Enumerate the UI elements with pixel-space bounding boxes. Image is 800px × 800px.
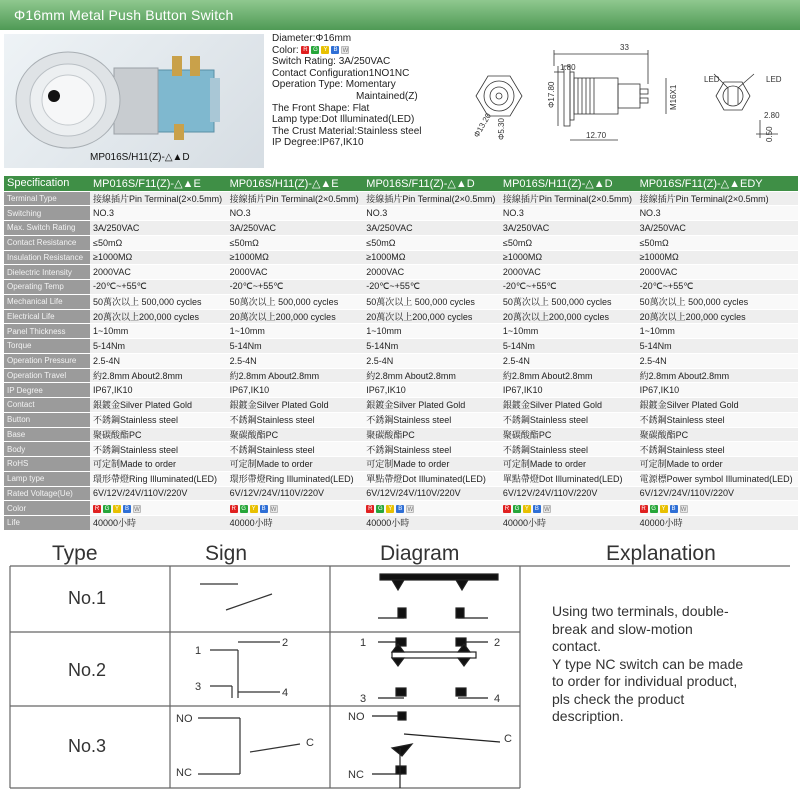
push-button-image [4,34,264,168]
spec-cell: 可定制Made to order [90,457,227,472]
color-chip: G [104,505,110,512]
spec-cell: ≤50mΩ [363,235,500,250]
spec-cell: 約2.8mm About2.8mm [363,368,500,383]
spec-row [4,353,798,368]
spec-row-label: IP Degree [4,383,90,398]
spec-cell: 5-14Nm [90,339,227,354]
spec-cell: 可定制Made to order [637,457,798,472]
color-chip: B [671,505,676,512]
spec-row [4,457,798,472]
spec-cell: 3A/250VAC [637,221,798,236]
spec-row [4,368,798,383]
color-chip: G [651,505,656,512]
color-chip: G [377,505,383,512]
spec-cell: 40000小時 [90,516,227,531]
dim-flange: 1.80 [560,63,576,72]
spec-row-label: RoHS [4,457,90,472]
spec-cell: 約2.8mm About2.8mm [500,368,637,383]
spec-cell: 1~10mm [227,324,364,339]
color-chip: Y [524,505,529,512]
page-title: Φ16mm Metal Push Button Switch [0,0,800,30]
color-chip: Y [251,505,256,512]
spec-color [272,45,422,57]
led-label-2: LED [766,75,782,84]
spec-cell: 單點帶燈Dot Illuminated(LED) [500,471,637,486]
explanation-line: to order for individual product, [552,673,738,689]
spec-cell: 2000VAC [363,265,500,280]
spec-row [4,280,798,295]
spec-row [4,412,798,427]
spec-cell: NO.3 [500,206,637,221]
spec-table [4,176,798,531]
spec-row [4,427,798,442]
spec-cell: 3A/250VAC [90,221,227,236]
spec-cell: 接線插片Pin Terminal(2×0.5mm) [90,191,227,206]
spec-op-type-2: Maintained(Z) [356,90,418,102]
diagram-no: NO [348,711,365,723]
color-chip: B [398,505,403,512]
spec-cell: 銀鍍金Silver Plated Gold [363,398,500,413]
spec-row-label: Operating Temp [4,280,90,295]
diagram-c: C [504,733,512,745]
type-no1: No.1 [68,588,107,608]
spec-cell: 聚碳酸酯PC [637,427,798,442]
spec-cell: 6V/12V/24V/110V/220V [90,486,227,501]
spec-cell: 5-14Nm [363,339,500,354]
color-chip: Y [323,46,328,53]
sign-terminal-4: 4 [282,687,289,699]
spec-row [4,339,798,354]
spec-row-label: Panel Thickness [4,324,90,339]
spec-cell: 40000小時 [500,516,637,531]
spec-row [4,516,798,531]
spec-row [4,383,798,398]
spec-column-header: MP016S/F11(Z)-△▲E [90,176,227,191]
spec-header-label: Specification [4,176,90,191]
explanation-line: Y type NC switch can be made [552,655,744,672]
spec-cell: ≥1000MΩ [363,250,500,265]
color-chip: B [124,505,129,512]
spec-lamp: Lamp type:Dot Illuminated(LED) [272,114,415,126]
spec-column-header: MP016S/H11(Z)-△▲E [227,176,364,191]
model-label: MP016S/H11(Z)-△▲D [90,152,190,163]
spec-cell: 2000VAC [227,265,364,280]
spec-cell: 可定制Made to order [227,457,364,472]
spec-cell: 2.5-4N [90,353,227,368]
spec-cell: 50萬次以上 500,000 cycles [500,294,637,309]
spec-row [4,191,798,206]
spec-cell: 6V/12V/24V/110V/220V [637,486,798,501]
spec-row-label: Max. Switch Rating [4,221,90,236]
dim-length: 33 [620,43,629,52]
spec-cell: 環形帶燈Ring Illuminated(LED) [90,471,227,486]
spec-cell: -20℃~+55℃ [90,280,227,295]
color-chip: W [270,506,277,513]
dim-terminal-pitch: 2.80 [764,111,780,120]
sign-nc: NC [176,767,192,779]
color-chip: W [544,506,550,513]
sign-no: NO [176,713,193,725]
spec-cell: IP67,IK10 [363,383,500,398]
spec-row [4,398,798,413]
spec-cell: 2000VAC [637,265,798,280]
spec-cell: 50萬次以上 500,000 cycles [363,294,500,309]
spec-cell: 3A/250VAC [500,221,637,236]
spec-cell: 1~10mm [363,324,500,339]
spec-cell: 6V/12V/24V/110V/220V [227,486,364,501]
spec-row-label: Dielectric Intensity [4,265,90,280]
spec-cell: 可定制Made to order [363,457,500,472]
spec-cell: 40000小時 [363,516,500,531]
spec-cell: ≤50mΩ [90,235,227,250]
spec-cell: 1~10mm [90,324,227,339]
spec-cell: 接線插片Pin Terminal(2×0.5mm) [500,191,637,206]
spec-cell: IP67,IK10 [500,383,637,398]
spec-cell: ≥1000MΩ [227,250,364,265]
spec-row-label: Operation Travel [4,368,90,383]
spec-row [4,442,798,457]
spec-cell: 不銹鋼Stainless steel [363,442,500,457]
spec-cell: NO.3 [637,206,798,221]
spec-row [4,235,798,250]
spec-cell: 40000小時 [227,516,364,531]
spec-cell: 2.5-4N [227,353,364,368]
spec-cell: 約2.8mm About2.8mm [227,368,364,383]
spec-row [4,265,798,280]
spec-table-header [4,176,798,191]
explanation-text [552,603,792,726]
spec-cell: 接線插片Pin Terminal(2×0.5mm) [637,191,798,206]
spec-cell: 約2.8mm About2.8mm [90,368,227,383]
dim-dia-13: Φ13.20 [471,111,493,139]
dim-thread: M16X1 [669,84,678,110]
spec-cell: 聚碳酸酯PC [363,427,500,442]
diagram-nc: NC [348,769,364,781]
spec-row-label: Base [4,427,90,442]
spec-cell: 聚碳酸酯PC [227,427,364,442]
spec-cell: 5-14Nm [500,339,637,354]
explanation-line: pls check the product [552,690,685,707]
color-chip: B [534,505,539,512]
spec-cell: 6V/12V/24V/110V/220V [500,486,637,501]
spec-front: The Front Shape: Flat [272,102,370,114]
spec-cell: IP67,IK10 [90,383,227,398]
spec-row-label: Operation Pressure [4,353,90,368]
color-chip: R [504,505,510,512]
spec-cell: 不銹鋼Stainless steel [363,412,500,427]
spec-cell: 聚碳酸酯PC [90,427,227,442]
spec-cell: 20萬次以上200,000 cycles [500,309,637,324]
spec-cell: 20萬次以上200,000 cycles [637,309,798,324]
spec-cell: -20℃~+55℃ [637,280,798,295]
spec-row-label: Electrical Life [4,309,90,324]
spec-cell: 1~10mm [637,324,798,339]
spec-cell: 不銹鋼Stainless steel [500,412,637,427]
color-chip: G [514,505,520,512]
spec-cell: 2.5-4N [637,353,798,368]
spec-color-cell [637,501,798,516]
spec-cell: 不銹鋼Stainless steel [90,442,227,457]
spec-cell: 約2.8mm About2.8mm [637,368,798,383]
spec-cell: 50萬次以上 500,000 cycles [227,294,364,309]
spec-cell: ≥1000MΩ [90,250,227,265]
color-chip: B [261,505,266,512]
spec-cell: 20萬次以上200,000 cycles [227,309,364,324]
spec-cell: 不銹鋼Stainless steel [637,412,798,427]
color-chip: G [313,46,318,53]
spec-color-cell [227,501,364,516]
spec-cell: ≤50mΩ [637,235,798,250]
spec-row [4,250,798,265]
spec-ip: IP Degree:IP67,IK10 [272,137,364,149]
spec-row [4,501,798,516]
color-chip: W [342,47,349,54]
spec-row-label: Rated Voltage(Ue) [4,486,90,501]
spec-op-type: Operation Type: Momentary [272,79,396,91]
product-photo [4,34,264,168]
spec-cell: 聚碳酸酯PC [500,427,637,442]
spec-row [4,471,798,486]
spec-row-label: Life [4,516,90,531]
color-chip: R [368,505,373,512]
spec-row-label: Torque [4,339,90,354]
spec-summary [272,33,422,149]
spec-cell: -20℃~+55℃ [227,280,364,295]
spec-cell: 銀鍍金Silver Plated Gold [637,398,798,413]
spec-cell: 20萬次以上200,000 cycles [90,309,227,324]
spec-row [4,324,798,339]
diagram-terminal-4: 4 [494,693,501,705]
color-chip: R [303,46,308,53]
type-no2: No.2 [68,660,107,680]
spec-cell: 2000VAC [500,265,637,280]
spec-column-header: MP016S/F11(Z)-△▲EDY [637,176,798,191]
spec-rating: Switch Rating: 3A/250VAC [272,56,391,68]
header-diagram: Diagram [380,542,460,565]
spec-row [4,206,798,221]
spec-cell: 5-14Nm [637,339,798,354]
explanation-line: description. [552,708,624,724]
led-label-1: LED [704,75,720,84]
spec-cell: 2.5-4N [500,353,637,368]
spec-color-cell [90,501,227,516]
header-explanation: Explanation [606,542,716,565]
spec-table-body [4,191,798,530]
spec-cell: 2.5-4N [363,353,500,368]
dim-dia-17: Φ17.80 [547,81,556,108]
spec-cell: 環形帶燈Ring Illuminated(LED) [227,471,364,486]
spec-cell: 接線插片Pin Terminal(2×0.5mm) [363,191,500,206]
dim-body: 12.70 [586,131,607,140]
color-chip: B [333,46,338,53]
spec-cell: 20萬次以上200,000 cycles [363,309,500,324]
spec-cell: IP67,IK10 [637,383,798,398]
spec-cell: 不銹鋼Stainless steel [500,442,637,457]
color-chip: R [641,505,646,512]
spec-crust: The Crust Material:Stainless steel [272,125,422,137]
spec-row [4,486,798,501]
technical-drawing [462,34,798,170]
spec-row-label: Color [4,501,90,516]
color-chip: Y [661,505,666,512]
color-chip: R [231,505,236,512]
explanation-line: contact. [552,638,602,654]
dim-terminal-thick: 0.50 [765,126,774,142]
color-chip: W [134,506,140,513]
color-chip: W [680,506,687,513]
color-chip-group [301,45,351,56]
spec-cell: 50萬次以上 500,000 cycles [637,294,798,309]
color-chip: R [94,505,100,512]
color-chip: Y [114,505,119,512]
spec-cell: 3A/250VAC [363,221,500,236]
spec-cell: 不銹鋼Stainless steel [227,412,364,427]
spec-color-cell [500,501,637,516]
spec-cell: 不銹鋼Stainless steel [90,412,227,427]
spec-cell: -20℃~+55℃ [363,280,500,295]
spec-cell: 5-14Nm [227,339,364,354]
diagram-terminal-1: 1 [360,637,367,649]
spec-cell: 電源標Power symbol Illuminated(LED) [637,471,798,486]
spec-row-label: Mechanical Life [4,294,90,309]
spec-cell: 不銹鋼Stainless steel [227,442,364,457]
diagram-terminal-2: 2 [494,637,501,649]
spec-cell: NO.3 [90,206,227,221]
color-chip: G [241,505,246,512]
spec-cell: NO.3 [363,206,500,221]
spec-cell: 銀鍍金Silver Plated Gold [227,398,364,413]
spec-diameter: Diameter:Φ16mm [272,33,352,44]
spec-row-label: Button [4,412,90,427]
spec-cell: ≤50mΩ [500,235,637,250]
spec-row-label: Contact Resistance [4,235,90,250]
sign-terminal-3: 3 [195,681,202,693]
diagram-terminal-3: 3 [360,693,367,705]
spec-cell: ≤50mΩ [227,235,364,250]
spec-color-label: Color: [272,44,299,56]
spec-cell: -20℃~+55℃ [500,280,637,295]
sign-terminal-2: 2 [282,637,289,649]
spec-row-label: Lamp type [4,471,90,486]
spec-cell: ≥1000MΩ [500,250,637,265]
spec-cell: 40000小時 [637,516,798,531]
spec-cell: ≥1000MΩ [637,250,798,265]
spec-cell: 50萬次以上 500,000 cycles [90,294,227,309]
spec-color-cell [363,501,500,516]
spec-cell: 6V/12V/24V/110V/220V [363,486,500,501]
spec-cell: 不銹鋼Stainless steel [637,442,798,457]
spec-row-label: Contact [4,398,90,413]
explanation-line: break and slow-motion [552,620,693,637]
spec-row-label: Terminal Type [4,191,90,206]
type-no3: No.3 [68,736,107,756]
spec-cell: 銀鍍金Silver Plated Gold [500,398,637,413]
spec-cell: 可定制Made to order [500,457,637,472]
spec-row [4,309,798,324]
spec-contact: Contact Configuration1NO1NC [272,67,410,79]
spec-row-label: Insulation Resistance [4,250,90,265]
spec-row-label: Switching [4,206,90,221]
spec-cell: 2000VAC [90,265,227,280]
sign-terminal-1: 1 [195,645,202,657]
spec-cell: 1~10mm [500,324,637,339]
dim-dia-5: Φ5.30 [497,118,506,140]
spec-cell: IP67,IK10 [227,383,364,398]
spec-cell: 單點帶燈Dot Illuminated(LED) [363,471,500,486]
spec-column-header: MP016S/H11(Z)-△▲D [500,176,637,191]
spec-cell: NO.3 [227,206,364,221]
spec-row-label: Body [4,442,90,457]
color-chip: W [407,506,414,513]
header-sign: Sign [205,542,248,565]
spec-cell: 3A/250VAC [227,221,364,236]
color-chip: Y [388,505,393,512]
sign-c: C [306,737,314,749]
spec-cell: 銀鍍金Silver Plated Gold [90,398,227,413]
header-type: Type [52,542,98,565]
spec-row [4,221,798,236]
spec-column-header: MP016S/F11(Z)-△▲D [363,176,500,191]
spec-cell: 接線插片Pin Terminal(2×0.5mm) [227,191,364,206]
explanation-line: Using two terminals, double- [552,603,729,619]
spec-row [4,294,798,309]
